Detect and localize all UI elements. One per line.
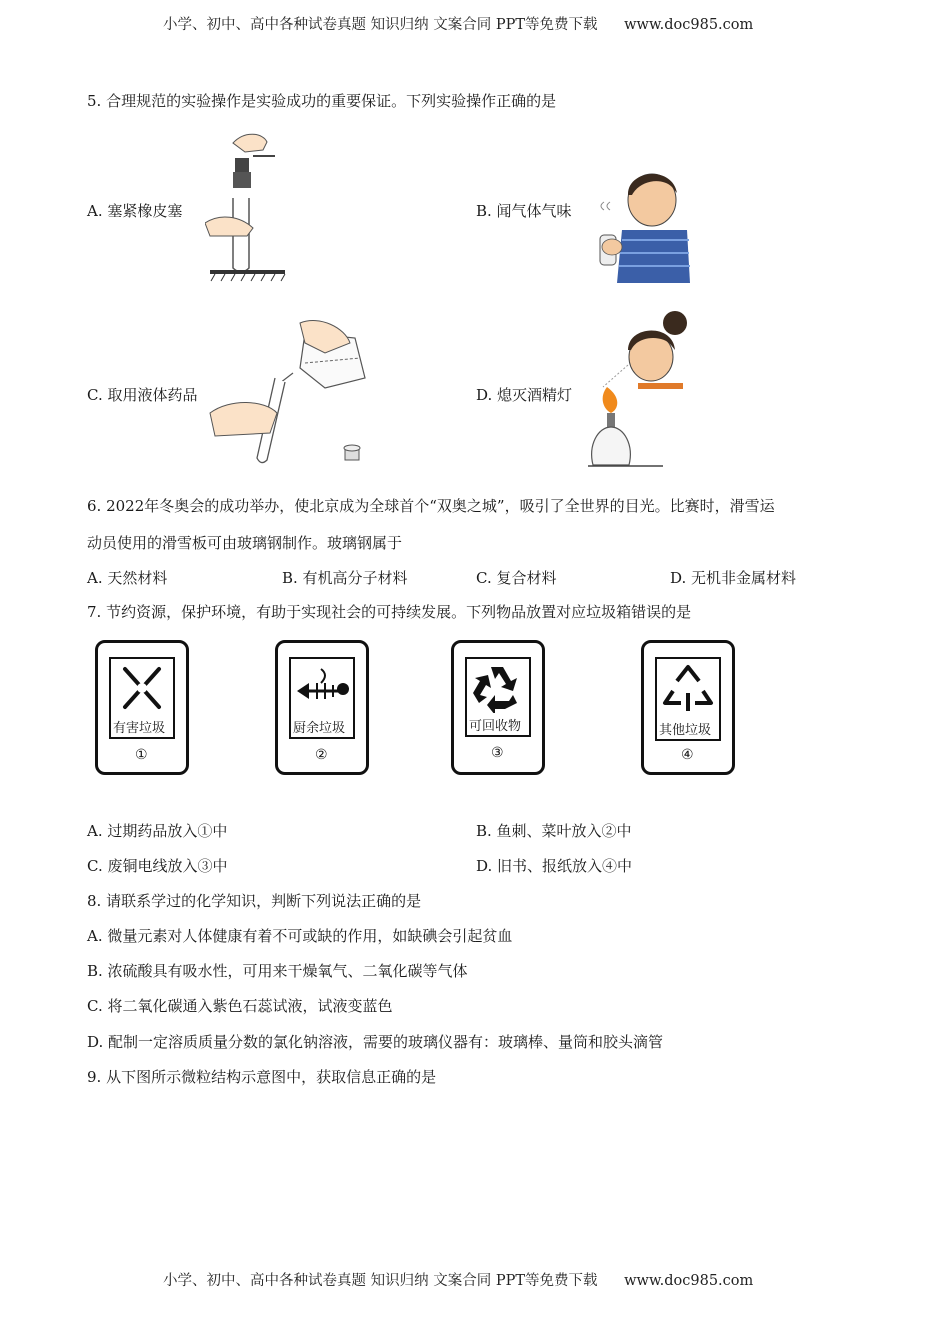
footer-site[interactable]: www.doc985.com [624, 1273, 754, 1289]
q7-option-c: C. 废铜电线放入③中 [87, 857, 228, 875]
bin-other-label: 其他垃圾 [659, 723, 712, 738]
bin-other [641, 640, 735, 775]
q5-option-c: C. 取用液体药品 [87, 386, 198, 404]
bin-recyclable [451, 640, 545, 775]
q9-stem: 9. 从下图所示微粒结构示意图中，获取信息正确的是 [87, 1068, 437, 1086]
q7-stem: 7. 节约资源，保护环境，有助于实现社会的可持续发展。下列物品放置对应垃圾箱错误的是 [87, 603, 692, 621]
fish-bone-icon [291, 661, 353, 717]
q6-option-d: D. 无机非金属材料 [670, 569, 797, 587]
bin-recyclable-number: ③ [491, 745, 504, 761]
footer-text: 小学、初中、高中各种试卷真题 知识归纳 文案合同 PPT等免费下载 [163, 1273, 598, 1289]
bin-hazardous-number: ① [135, 747, 148, 763]
q7-option-b: B. 鱼刺、菜叶放入②中 [476, 822, 632, 840]
q8-option-d: D. 配制一定溶质质量分数的氯化钠溶液，需要的玻璃仪器有：玻璃棒、量筒和胶头滴管 [87, 1033, 664, 1051]
q8-option-a: A. 微量元素对人体健康有着不可或缺的作用，如缺碘会引起贫血 [87, 927, 513, 945]
extinguish-alcohol-lamp-figure [583, 305, 693, 470]
pour-liquid-figure [205, 318, 370, 470]
bin-kitchen-label: 厨余垃圾 [293, 721, 346, 736]
q7-option-a: A. 过期药品放入①中 [87, 822, 228, 840]
q8-stem: 8. 请联系学过的化学知识，判断下列说法正确的是 [87, 892, 422, 910]
q7-option-d: D. 旧书、报纸放入④中 [476, 857, 633, 875]
header-site[interactable]: www.doc985.com [624, 17, 754, 33]
bin-recyclable-label: 可回收物 [469, 719, 522, 734]
rubber-stopper-test-tube-figure [205, 128, 290, 283]
smell-gas-boy-figure [592, 165, 692, 283]
q5-option-b: B. 闻气体气味 [476, 202, 572, 220]
other-waste-icon [657, 661, 719, 717]
q6-option-b: B. 有机高分子材料 [282, 569, 408, 587]
q5-option-a: A. 塞紧橡皮塞 [87, 202, 183, 220]
q8-option-b: B. 浓硫酸具有吸水性，可用来干燥氧气、二氧化碳等气体 [87, 962, 468, 980]
q6-option-a: A. 天然材料 [87, 569, 168, 587]
q6-stem-line2: 动员使用的滑雪板可由玻璃钢制作。玻璃钢属于 [87, 534, 403, 552]
recycle-icon [467, 661, 529, 713]
q6-stem-line1: 6. 2022年冬奥会的成功举办，使北京成为全球首个“双奥之城”，吸引了全世界的目光。比赛时，滑雪运 [87, 497, 775, 515]
q5-stem: 5. 合理规范的实验操作是实验成功的重要保证。下列实验操作正确的是 [87, 92, 557, 110]
bin-hazardous-label: 有害垃圾 [113, 721, 166, 736]
q6-option-c: C. 复合材料 [476, 569, 557, 587]
bin-kitchen-number: ② [315, 747, 328, 763]
bin-hazardous [95, 640, 189, 775]
page-header [163, 13, 753, 34]
page-footer [163, 1269, 753, 1290]
hazardous-icon [111, 661, 173, 717]
q8-option-c: C. 将二氧化碳通入紫色石蕊试液，试液变蓝色 [87, 997, 393, 1015]
bin-other-number: ④ [681, 747, 694, 763]
bin-kitchen [275, 640, 369, 775]
header-text: 小学、初中、高中各种试卷真题 知识归纳 文案合同 PPT等免费下载 [163, 17, 598, 33]
q5-option-d: D. 熄灭酒精灯 [476, 386, 573, 404]
